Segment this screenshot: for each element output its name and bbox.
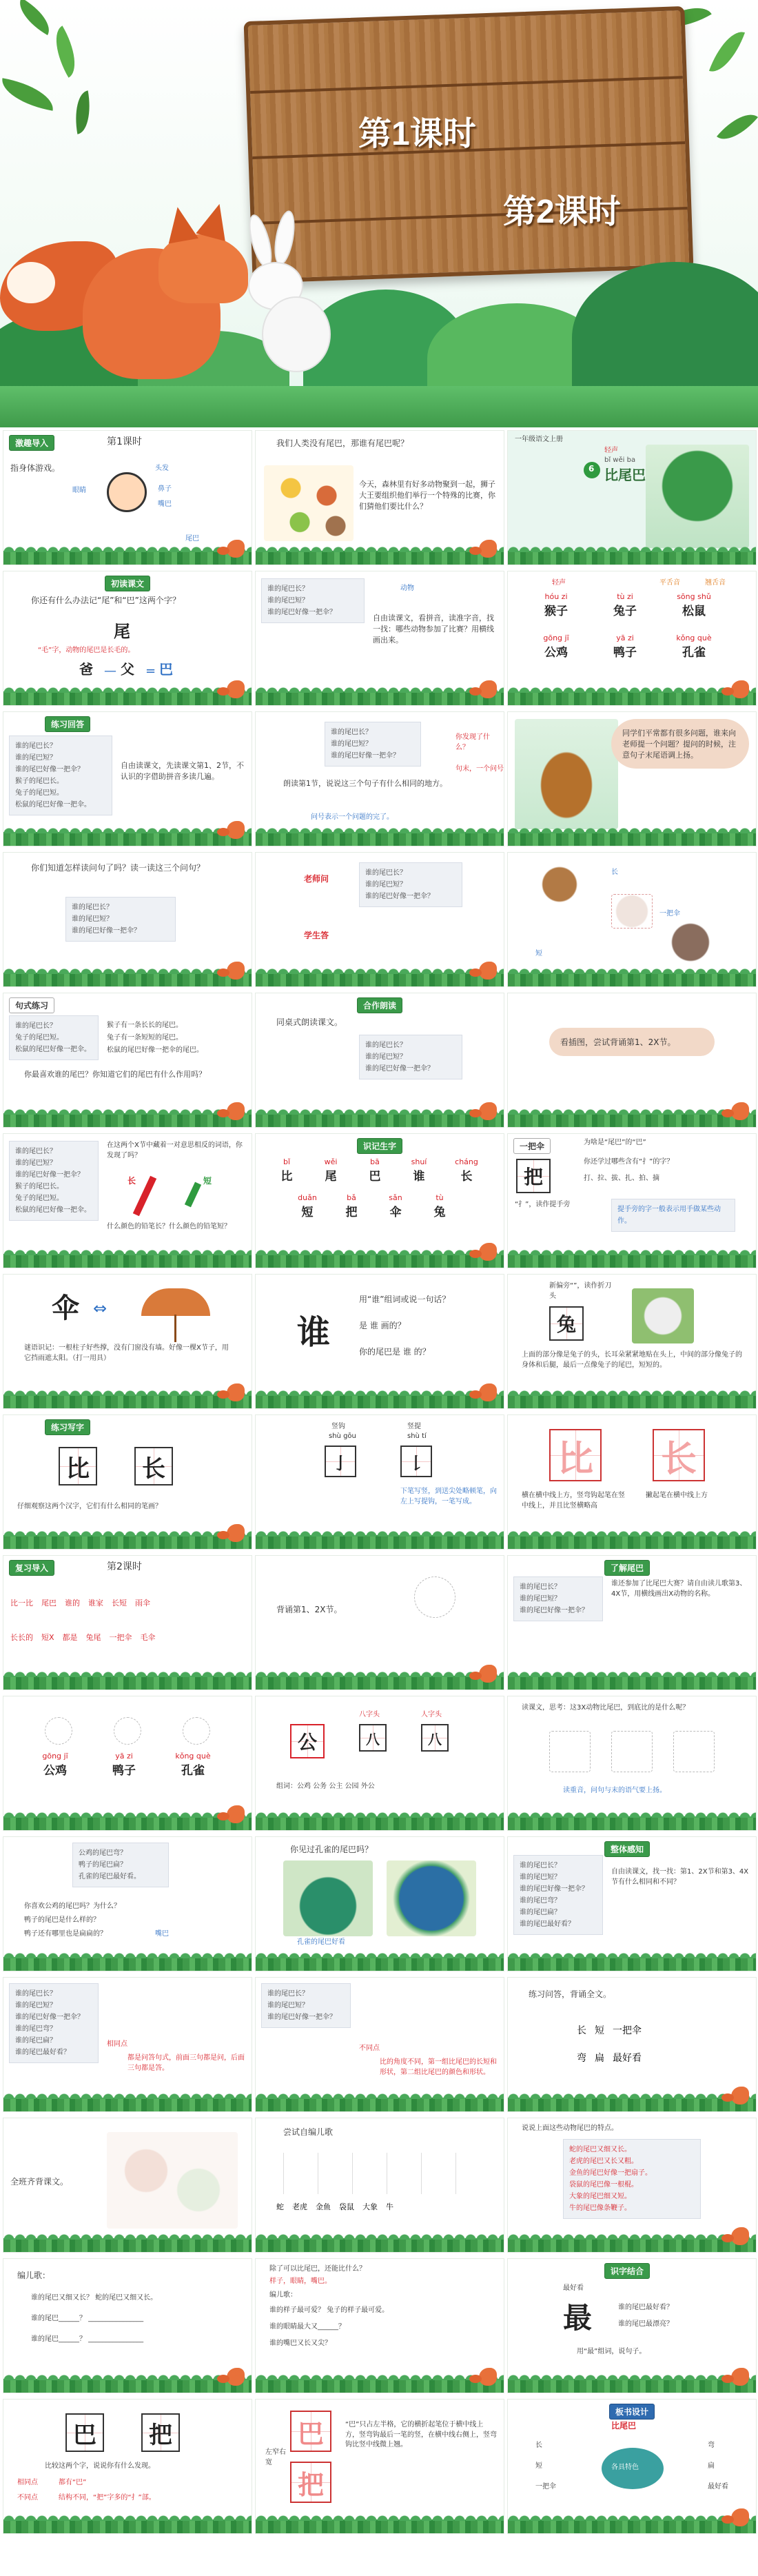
fox-mascot-icon [227, 540, 245, 558]
deer-illustration [515, 719, 618, 829]
leaf-decoration [709, 26, 745, 78]
slide-text: 指身体游戏。 [10, 463, 61, 473]
slide-11: 老师问 学生答 谁的尾巴长？ 谁的尾巴短？ 谁的尾巴好像一把伞？ [255, 852, 504, 987]
slide-19: 伞 ⇔ 谜语识记：一根柱子好些撑，没有门窗没有墙。好像一棵X节子，用它挡雨遮太阳。（打一用具） [3, 1274, 252, 1409]
slide-31: 公鸡的尾巴弯？ 鸭子的尾巴扁？ 孔雀的尾巴最好看。 你喜欢公鸡的尾巴吗？为什么？ 鸭子的尾巴是什么样的？ 鸭子还有哪里也是扁扁的？ 嘴巴 [3, 1836, 252, 1971]
slide-40: 编儿歌： 谁的尾巴又细又长？ 蛇的尾巴又细又长。 谁的尾巴______？ ________________ 谁的尾巴______？ ________________ [3, 2258, 252, 2393]
slide-9: 同学们平常都有很多问题，谁来向老师提一个问题？提问的时候，注意句子末尾语调上扬。 [507, 711, 757, 846]
slide-15: 看插图，尝试背诵第1、2X节。 [507, 993, 757, 1128]
slide-5: 谁的尾巴长？ 谁的尾巴短？ 谁的尾巴好像一把伞？ 动物 自由读课文，看拼音，读准字音，找一找：哪些动物参加了比赛？用横线画出来。 [255, 571, 504, 706]
slide-3: 一年级语文上册 6 轻声 bǐ wěi ba 比尾巴 [507, 430, 757, 565]
slide-35: 谁的尾巴长？ 谁的尾巴短？ 谁的尾巴好像一把伞？ 不同点 比的角度不同，第一组比尾巴的长短和形状，第二组比尾巴的颜色和形状。 [255, 1977, 504, 2112]
slide-36: 练习问答，背诵全文。 长 短 一把伞 弯 扁 最好看 [507, 1977, 757, 2112]
slide-6: 轻声 平舌音 翘舌音 hóu zi 猴子 tù zi 兔子 sōng shǔ 松鼠 gōng jī 公鸡 yā zi 鸭子 kǒng què 孔雀 [507, 571, 757, 706]
slide-20: 谁 用“谁”组词或说一句话？ 是 谁 画的？ 你的尾巴是 谁 的？ [255, 1274, 504, 1409]
hero-title-lesson-2: 第2课时 [503, 194, 621, 230]
leaf-decoration [45, 26, 87, 78]
peacock-photo [283, 1860, 373, 1936]
slide-2: 我们人类没有尾巴，那谁有尾巴呢？ 今天，森林里有好多动物聚到一起，狮子大王要组织他们举行一个特殊的比赛，你们猜他们要比什么？ [255, 430, 504, 565]
rabbit-illustration [611, 894, 653, 929]
rabbit-body [262, 296, 331, 372]
slide-42: 识字结合 最好看 最 谁的尾巴最好看？ 谁的尾巴最漂亮？ 用“最”组词，说句子。 [507, 2258, 757, 2393]
animal-sketches-illustration [276, 2153, 483, 2194]
slide-1: 激趣导入 第1课时 指身体游戏。 头发 眼睛 嘴巴 尾巴 鼻子 [3, 430, 252, 565]
forest-illustration [646, 445, 749, 548]
peacock-sketch-icon [183, 1717, 210, 1745]
peacock-photo [387, 1860, 476, 1936]
animals-illustration [264, 465, 354, 541]
child-face-icon [107, 472, 147, 512]
slide-tag: 激趣导入 [9, 435, 54, 451]
monkey-illustration [535, 864, 584, 905]
slide-25: 复习导入 第2课时 比一比 尾巴 谁的 谁家 长短 雨伞 长长的 短X 都是 兔尾 一把伞 毛伞 [3, 1555, 252, 1690]
slide-16: 谁的尾巴长？ 谁的尾巴短？ 谁的尾巴好像一把伞？ 猴子的尾巴长。 兔子的尾巴短。 松鼠的尾巴好像一把伞。 在这两个X节中藏着一对意思相反的词语，你发现了吗？ 长 短 什么颜色的铅笔长？什么颜色的铅笔短？ [3, 1133, 252, 1268]
red-pencil-icon [133, 1176, 156, 1217]
slide-12: 长 短 一把伞 [507, 852, 757, 987]
duck-photo [611, 1731, 653, 1772]
slide-32: 你见过孔雀的尾巴吗？ 孔雀的尾巴好看 [255, 1836, 504, 1971]
duck-sketch-icon [114, 1717, 141, 1745]
rooster-photo [549, 1731, 591, 1772]
umbrella-icon [141, 1288, 210, 1316]
slide-41: 除了可以比尾巴，还能比什么？ 样子，眼睛，嘴巴。 编儿歌： 谁的样子最可爱？ 兔子的样子最可爱。 谁的眼睛最大又______？ 谁的嘴巴又长又尖？ [255, 2258, 504, 2393]
slide-37: 全班齐背课文。 [3, 2118, 252, 2253]
slide-24: 比 长 横在横中线上方，竖弯钩起笔在竖中线上，并且比竖横略高 撇起笔在横中线上方 [507, 1414, 757, 1550]
slide-26: 背诵第1、2X节。 [255, 1555, 504, 1690]
leaf-decoration [717, 105, 758, 149]
rooster-sketch-icon [45, 1717, 72, 1745]
peacock-photo [673, 1731, 715, 1772]
slide-17: 识记生字 bǐ 比 wěi 尾 bā 巴 shuí 谁 cháng 长 duǎn 短 bǎ 把 sǎn 伞 tù 兔 [255, 1133, 504, 1268]
slide-34: 谁的尾巴长？ 谁的尾巴短？ 谁的尾巴好像一把伞？ 谁的尾巴弯？ 谁的尾巴扁？ 谁的尾巴最好看？ 相同点 都是问答句式，前面三句都是问，后面三句都是答。 [3, 1977, 252, 2112]
slide-14: 合作朗读 同桌式朗读课文。 谁的尾巴长？ 谁的尾巴短？ 谁的尾巴好像一把伞？ [255, 993, 504, 1128]
slide-22: 练习写字 比 长 仔细观察这两个汉字，它们有什么相同的笔画？ [3, 1414, 252, 1550]
rabbit-photo [632, 1288, 694, 1343]
fox-head [158, 234, 248, 303]
animal-sketch-icon [414, 1576, 455, 1618]
leaf-decoration [0, 78, 57, 110]
slide-13: 句式练习 谁的尾巴长？ 兔子的尾巴短。 松鼠的尾巴好像一把伞。 猴子有一条长长的尾巴。 兔子有一条短短的尾巴。 松鼠的尾巴好像一把伞的尾巴。 你最喜欢谁的尾巴？你知道它们的尾巴有什么作用吗？ [3, 993, 252, 1128]
slide-8: 谁的尾巴长？ 谁的尾巴短？ 谁的尾巴好像一把伞？ 你发现了什么？ 句末，一个问号 朗读第1节，说说这三个句子有什么相同的地方。 问号表示一个问题的完了。 [255, 711, 504, 846]
slide-29: 公 八字头 人字头 八 八 组词：公鸡 公务 公主 公园 外公 [255, 1696, 504, 1831]
hero-title-lesson-1: 第1课时 [358, 116, 476, 152]
slide-10: 你们知道怎样读问句了吗？读一读这三个问句？ 谁的尾巴长？ 谁的尾巴短？ 谁的尾巴好像一把伞？ [3, 852, 252, 987]
slide-38: 尝试自编儿歌 蛇 老虎 金鱼 袋鼠 大象 牛 [255, 2118, 504, 2253]
slide-4: 初读课文 你还有什么办法记“尾”和“巴”这两个字？ 尾 “毛”字，动物的尾巴是长毛的。 爸 — 父 = 巴 [3, 571, 252, 706]
slide-title: 第1课时 [107, 436, 142, 447]
grass-strip [0, 386, 758, 427]
lesson-title: 比尾巴 [604, 467, 646, 483]
slide-27: 了解尾巴 谁的尾巴长？ 谁的尾巴短？ 谁的尾巴好像一把伞？ 谁还参加了比尾巴大赛？请自由读儿歌第3、4X节，用横线画出X动物的名称。 [507, 1555, 757, 1690]
hero-banner [0, 0, 758, 427]
slide-23: 竖钩 shù gōu 竖提 shù tí 亅 𠄌 下笔写竖，到送尖处略顿笔，向左上写提钩，一笔写成。 [255, 1414, 504, 1550]
slide-39: 说说上面这些动物尾巴的特点。 蛇的尾巴又细又长。 老虎的尾巴又长又粗。 金鱼的尾巴好像一把扇子。 袋鼠的尾巴像一根棍。 大象的尾巴细又短。 牛的尾巴像条鞭子。 [507, 2118, 757, 2253]
slide-28: gōng jī 公鸡 yā zi 鸭子 kǒng què 孔雀 [3, 1696, 252, 1831]
slide-43: 巴 把 比较这两个字，说说你有什么发现。 相同点 都有“巴” 不同点 结构不同，“把”字多的“扌”部。 [3, 2399, 252, 2534]
slide-21: 兔 新偏旁“”，读作折刀头 上面的部分像是兔子的头，长耳朵紧紧地贴在头上，中间的部分像兔子的身体和后腿，最后一点像兔子的尾巴，短短的。 [507, 1274, 757, 1409]
slide-18: 一把伞 把 为啥是“尾巴”的“巴” 你还学过哪些含有“扌”的字？ 打、拉、拔、扎、拍、摘 “扌”，读作提手旁 提手旁的字一般表示用手做某些动作。 [507, 1133, 757, 1268]
slide-33: 整体感知 谁的尾巴长？ 谁的尾巴短？ 谁的尾巴好像一把伞？ 谁的尾巴弯？ 谁的尾巴扁？ 谁的尾巴最好看？ 自由读课文，找一找：第1、2X节和第3、4X节有什么相同和不同？ [507, 1836, 757, 1971]
leaf-decoration [70, 90, 95, 134]
slide-30: 读课文，思考：这3X动物比尾巴，到底比的是什么呢？ 读重音，问句与末的语气要上扬。 [507, 1696, 757, 1831]
slide-44: 巴 把 左窄右宽 “巴”只占左半格，它的横折起笔位于横中线上方，竖弯钩最后一笔的竖，在横中线右侧上，竖弯钩比竖中线微上翘。 [255, 2399, 504, 2534]
leaf-decoration [12, 0, 57, 35]
slide-7: 练习回答 谁的尾巴长？ 谁的尾巴短？ 谁的尾巴好像一把伞？ 猴子的尾巴长。 兔子的尾巴短。 松鼠的尾巴好像一把伞。 自由读课文，先读课文第1、2节，不认识的字借助拼音多读几遍。 [3, 711, 252, 846]
squirrel-illustration [659, 922, 721, 963]
green-pencil-icon [185, 1182, 201, 1208]
slide-45: 板书设计 比尾巴 各具特色 长 短 一把伞 弯 扁 最好看 [507, 2399, 757, 2534]
animal-collage-illustration [107, 2132, 238, 2229]
